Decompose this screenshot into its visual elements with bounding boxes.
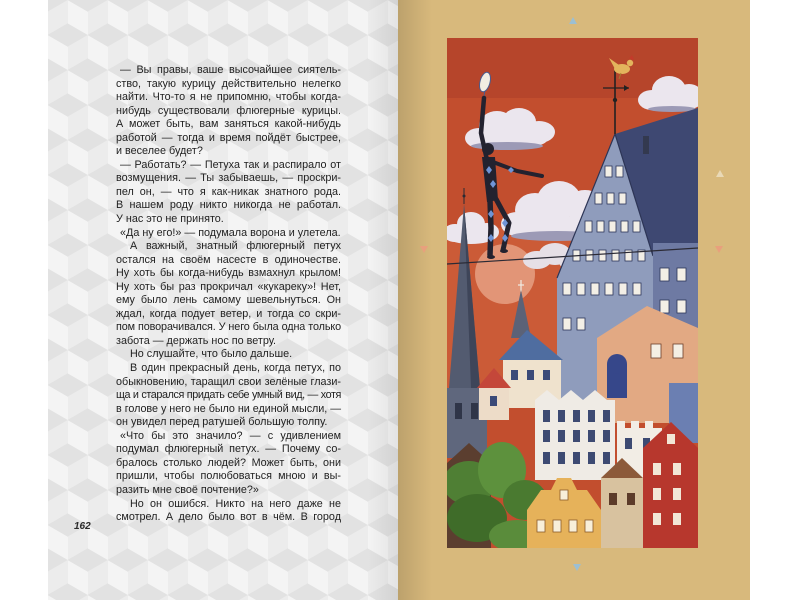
text-line: и веселее будет? — [116, 145, 203, 158]
red-house — [643, 422, 698, 548]
text-line: в голове у него не было ни единой мысли, — — [116, 402, 341, 415]
paragraph — [116, 348, 341, 362]
spine-shadow — [368, 0, 398, 600]
triangle-ornament-icon — [573, 564, 581, 571]
illustration — [447, 38, 698, 548]
text-line: нибудь существовали флюгерные курицы. — [116, 104, 341, 117]
text-line: У нас это не принято. — [116, 213, 224, 226]
text-line: смотрел. А дело было вот в чём. В город — [116, 511, 341, 524]
text-line: найти. Что-то я не припомню, чтобы когда- — [116, 91, 341, 104]
pale-moon — [475, 244, 535, 304]
page-number: 162 — [74, 521, 91, 532]
text-line: ждал, когда подует ветер, и тогда со скри- — [116, 307, 341, 320]
text-line: пел он, — что я как-никак знатного рода. — [116, 185, 341, 198]
text-line: ему было лень самому шевельнуться. Он — [116, 294, 341, 307]
text-line: В один прекрасный день, когда петух, по — [130, 362, 341, 375]
paragraph — [116, 240, 341, 348]
text-line: Ну хоть бы когда-нибудь взмахнул крылом! — [116, 267, 341, 280]
triangle-ornament-icon — [716, 170, 724, 177]
text-line: Но он ошибся. Никто на него даже не — [130, 497, 341, 510]
text-line: обыкновению, таращил свои зелёные глази- — [116, 375, 341, 388]
text-line: работой — тогда и время пойдёт быстрее, — [116, 131, 341, 144]
text-column — [116, 64, 341, 525]
text-line: бралось столько людей? Может быть, они — [116, 456, 341, 469]
text-line: возмущения. — Ты забываешь, — проскри- — [116, 172, 341, 185]
spine-shadow — [398, 0, 432, 600]
text-line: подумал флюгерный петух. — Почему со- — [116, 443, 341, 456]
paragraph — [116, 227, 341, 241]
paragraph — [116, 362, 341, 430]
white-building — [535, 390, 615, 480]
text-line: «Что бы это значило? — с удивлением — [120, 429, 341, 442]
text-line: «Да ну его!» — подумала ворона и улетела. — [120, 226, 341, 239]
triangle-ornament-icon — [420, 246, 428, 253]
text-line: остался на своём насесте в одиночестве. — [116, 253, 341, 266]
text-line: — Вы правы, ваше высочайшее сиятель- — [120, 64, 341, 76]
text-line: пом поворачивался. У него была одна только — [116, 321, 341, 334]
text-line: пришли, чтобы полюбоваться мною и вы- — [116, 470, 341, 483]
text-line: Ну хоть бы раз прокричал «кукареку»! Нет, — [116, 280, 341, 293]
text-line: он увидел перед ратушей большую толпу. — [116, 416, 328, 429]
triangle-ornament-icon — [569, 17, 577, 24]
text-line: ство, такую курицу действительно нелегко — [116, 77, 341, 90]
paragraph — [116, 430, 341, 498]
text-line: забота — держать нос по ветру. — [116, 334, 277, 347]
text-line: Но слушайте, что было дальше. — [130, 348, 293, 361]
text-line: ща и старался придать себе умный вид, — хотя — [116, 389, 341, 402]
triangle-ornament-icon — [715, 246, 723, 253]
text-line: В нашем роду никто никогда не работал. — [116, 199, 341, 212]
paragraph — [116, 64, 341, 159]
text-line: разить мне своё почтение?» — [116, 483, 259, 496]
paragraph — [116, 498, 341, 525]
right-page — [398, 0, 750, 600]
left-page — [48, 0, 398, 600]
paragraph — [116, 159, 341, 227]
text-line: А важный, знатный флюгерный петух — [130, 240, 341, 253]
text-line: — Работать? — Петуха так и распирало от — [120, 158, 341, 171]
text-line: А может быть, вам заняться какой-нибудь — [116, 118, 341, 131]
